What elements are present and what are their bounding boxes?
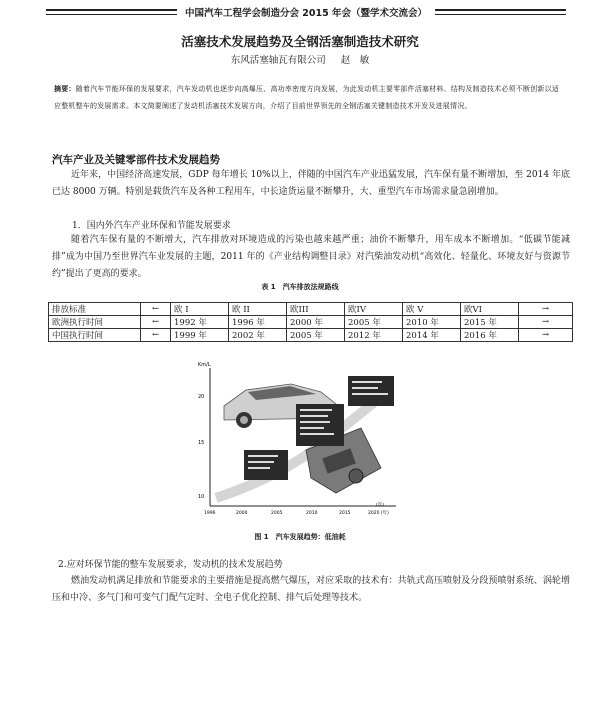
subheading-1: 1．国内外汽车产业环保和节能发展要求 [72, 221, 231, 231]
author-name: 赵 敏 [340, 55, 370, 66]
paragraph-1: 近年来，中国经济高速发展，GDP 每年增长 10%以上，伴随的中国汽车产业迅猛发展，汽车保有量不断增加，至 2014 年底已达 8000 万辆。特别是载货汽车及各种工程用车，中长途货运量不断攀升，大、重型汽车市场需求量急剧增加。 [52, 170, 570, 197]
table-cell: 2014 年 [403, 329, 461, 342]
table-header-row [49, 303, 573, 316]
conference-header [46, 5, 566, 19]
x-tick-label: 2005 [271, 511, 283, 516]
table-cell: → [519, 329, 573, 342]
y-unit: Km/L [198, 362, 211, 368]
paragraph-3: 燃油发动机满足排放和节能要求的主要措施是提高燃气爆压，对应采取的技术有：共轨式高压喷射及分段预喷射系统、涡轮增压和中冷、多气门和可变气门配气定时、全电子优化控制、排气后处理等技术。 [52, 576, 570, 603]
table-cell: 欧IV [345, 303, 403, 316]
author-line [0, 52, 600, 66]
paragraph-2: 随着汽车保有量的不断增大，汽车排放对环境造成的污染也越来越严重；油价不断攀升，用车成本不断增加。“低碳节能减排”成为中国乃至世界汽车业发展的主题，2011 年的《产业结构调整目录》对汽柴油发动机“高效化、轻量化、环境友好与资源节约”提出了更高的要求。 [52, 235, 570, 279]
table-cell: 欧 V [403, 303, 461, 316]
table-row [49, 316, 573, 329]
table-cell: ← [141, 329, 171, 342]
table-cell: 欧VI [461, 303, 519, 316]
table-cell: 2016 年 [461, 329, 519, 342]
section-title: 汽车产业及关键零部件技术发展趋势 [52, 154, 220, 166]
table-cell: → [519, 316, 573, 329]
x-tick-label: 1996 [204, 511, 216, 516]
header-rule-right [435, 9, 566, 15]
trend-figure [196, 358, 406, 523]
table-cell: 2010 年 [403, 316, 461, 329]
figure-caption: 图 1 汽车发展趋势：低油耗 [254, 533, 346, 541]
y-tick-label: 15 [198, 440, 205, 446]
table-cell: 欧 II [229, 303, 287, 316]
conference-name: 中国汽车工程学会制造分会 2015 年会（暨学术交流会） [184, 8, 428, 19]
x-tick-label: 2015 [339, 511, 351, 516]
table-cell: 2005 年 [345, 316, 403, 329]
table-cell: 2002 年 [229, 329, 287, 342]
table-cell: 欧洲执行时间 [49, 316, 141, 329]
table-cell: 1992 年 [171, 316, 229, 329]
table-cell: 1999 年 [171, 329, 229, 342]
x-tick-label: 2020 (年) [368, 511, 389, 516]
emission-table [48, 302, 573, 342]
table-caption: 表 1 汽车排放法规路线 [261, 283, 339, 291]
table-cell: 1996 年 [229, 316, 287, 329]
table-row [49, 329, 573, 342]
header-rule-left [46, 9, 177, 15]
table-cell: ← [141, 303, 171, 316]
x-tick-label: 2000 [236, 511, 248, 516]
table-cell: ← [141, 316, 171, 329]
table-cell: 2005 年 [287, 329, 345, 342]
y-tick-label: 10 [198, 494, 205, 500]
table-cell: 欧III [287, 303, 345, 316]
tech-box-low [244, 450, 288, 480]
abstract [54, 81, 559, 115]
tech-box-mid [296, 404, 344, 446]
table-cell: 2015 年 [461, 316, 519, 329]
tech-box-high [348, 376, 394, 406]
affiliation: 东风活塞轴瓦有限公司 [230, 55, 326, 66]
table-cell: 2012 年 [345, 329, 403, 342]
x-unit: (年) [376, 503, 385, 508]
table-cell: 2000 年 [287, 316, 345, 329]
abstract-text: 随着汽车节能环保的发展要求，汽车发动机也逐步向高爆压、高功率密度方向发展，为此发动机主要零部件活塞材料、结构及制造技术必须不断创新以适应整机整车的发展需求。本文简要阐述了发动机活塞技术发展方向，介绍了目前世界领先的全钢活塞关键制造技术开发及进展情况。 [54, 85, 559, 110]
x-tick-label: 2010 [306, 511, 318, 516]
trend-figure-svg [196, 358, 406, 523]
table-cell: 中国执行时间 [49, 329, 141, 342]
article-title: 活塞技术发展趋势及全钢活塞制造技术研究 [181, 34, 419, 49]
y-tick-label: 20 [198, 394, 205, 400]
subheading-2: 2.应对环保节能的整车发展要求，发动机的技术发展趋势 [58, 560, 283, 570]
abstract-label: 摘要： [54, 85, 76, 93]
table-cell: 欧 I [171, 303, 229, 316]
table-cell: → [519, 303, 573, 316]
table-cell: 排放标准 [49, 303, 141, 316]
